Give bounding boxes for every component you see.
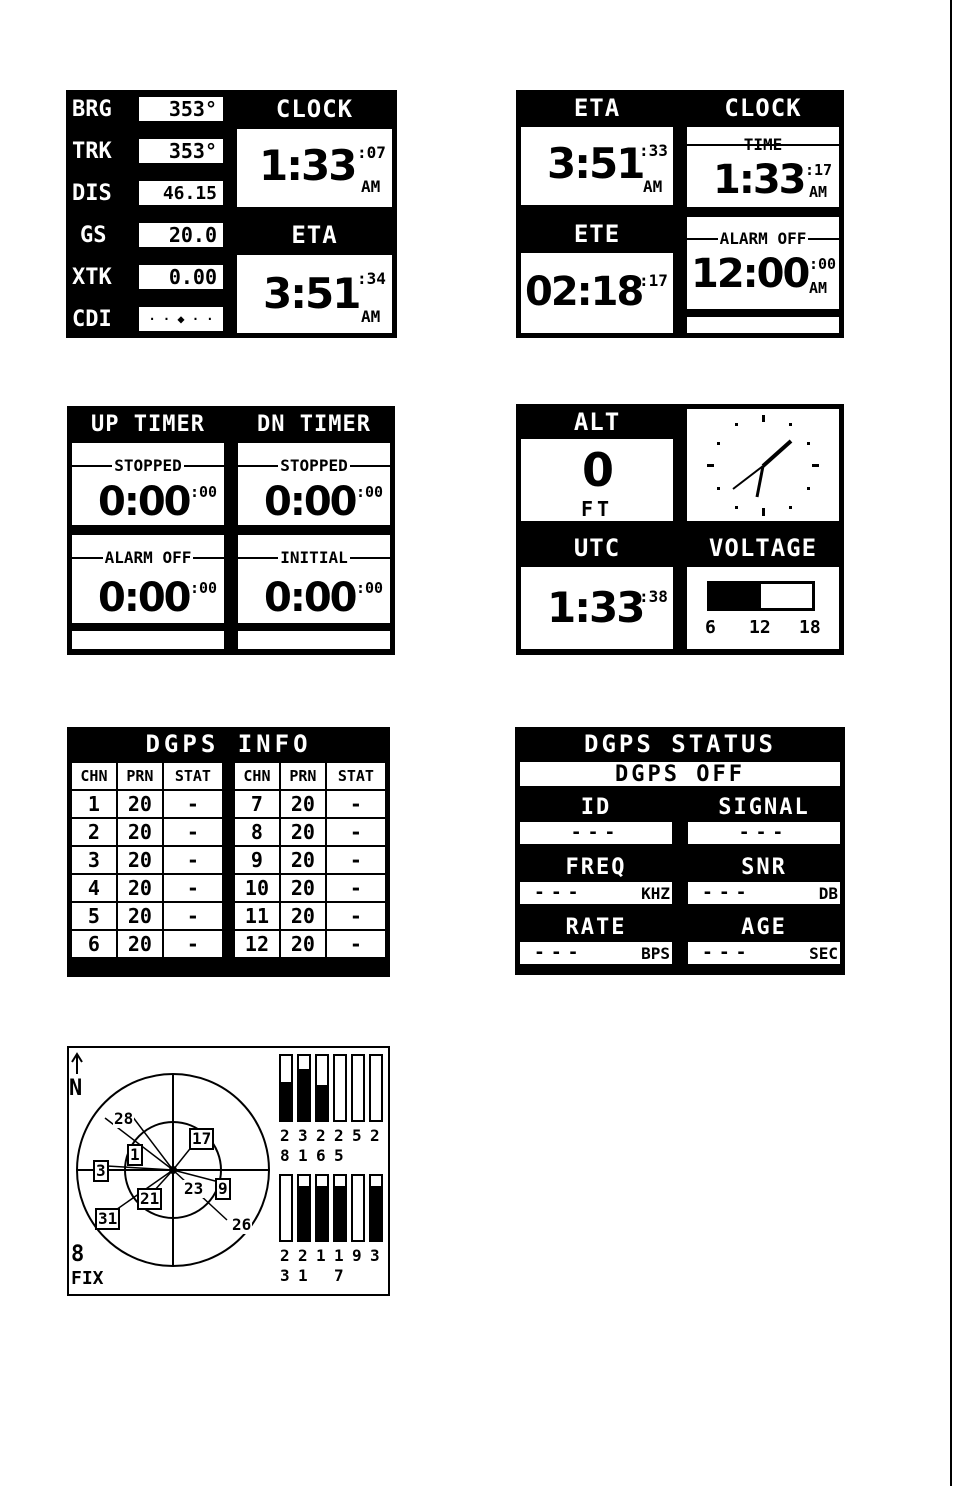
stat-cell: - (163, 818, 223, 846)
signal-bar (351, 1174, 365, 1242)
signal-value: --- (738, 822, 790, 843)
stat-cell: - (163, 902, 223, 930)
satellite-9: 9 (215, 1178, 231, 1200)
page-edge-line (950, 0, 952, 1486)
stat-cell: - (326, 846, 386, 874)
chn-cell: 8 (234, 818, 280, 846)
dn-timer-panel (235, 440, 393, 528)
prn-digit: 3 (298, 1126, 308, 1145)
stat-cell: - (163, 874, 223, 902)
snr-label: SNR (685, 853, 843, 881)
brg-label: BRG (68, 94, 136, 124)
chn-cell: 4 (71, 874, 117, 902)
stat-cell: - (326, 874, 386, 902)
prn-digit: 7 (334, 1266, 344, 1285)
alt-value: 0 (581, 443, 612, 497)
legend-line (687, 144, 839, 146)
signal-bar (279, 1174, 293, 1242)
navigation-screen (66, 90, 397, 338)
table-row (71, 846, 223, 874)
sky-view-panel (69, 1048, 275, 1294)
alt-panel (518, 436, 676, 524)
prn-digit: 1 (298, 1266, 308, 1285)
table-row (234, 874, 386, 902)
cdi-indicator: · · ◆ · · (136, 304, 226, 334)
analog-clock (687, 409, 839, 521)
stat-cell: - (326, 902, 386, 930)
table-row (234, 818, 386, 846)
chn-cell: 1 (71, 790, 117, 818)
timer-screen (67, 406, 395, 655)
ete-time: 02:18 (525, 269, 643, 315)
gs-value: 20.0 (136, 220, 226, 250)
utc-seconds: :38 (639, 587, 668, 606)
eta-panel (518, 124, 676, 208)
stat-cell: - (326, 790, 386, 818)
table-row (71, 790, 223, 818)
up-timer-status: STOPPED (114, 456, 182, 475)
prn-digit: 3 (370, 1246, 380, 1265)
xtk-value: 0.00 (136, 262, 226, 292)
signal-bar-fill (335, 1186, 345, 1240)
satellite-31: 31 (95, 1208, 120, 1230)
clock-title: CLOCK (684, 92, 842, 124)
age-value: --- (702, 942, 753, 963)
empty-row (684, 314, 842, 336)
stat-cell: - (163, 930, 223, 958)
dgps-state-value: DGPS OFF (615, 762, 745, 787)
prn-digit: 2 (280, 1126, 290, 1145)
prn-digit: 1 (298, 1146, 308, 1165)
fix-label: FIX (71, 1268, 104, 1289)
table-row (234, 790, 386, 818)
signal-bar-fill (281, 1082, 291, 1120)
header-prn: PRN (280, 762, 326, 790)
prn-cell: 20 (280, 790, 326, 818)
freq-value-box (517, 879, 675, 907)
eta-seconds: :33 (639, 141, 668, 160)
voltage-scale-12: 12 (749, 617, 771, 638)
dgps-status-title: DGPS STATUS (517, 729, 843, 759)
rate-unit: BPS (641, 944, 670, 963)
stat-cell: - (326, 930, 386, 958)
utc-panel (518, 564, 676, 652)
alarm-panel (69, 532, 227, 626)
chn-cell: 5 (71, 902, 117, 930)
sat-count: 8 (71, 1242, 85, 1267)
eta-title: ETA (234, 218, 395, 252)
alarm-legend: ALARM OFF (719, 229, 807, 248)
dgps-info-screen (67, 727, 390, 977)
chn-cell: 11 (234, 902, 280, 930)
up-timer-panel (69, 440, 227, 528)
prn-digit: 2 (298, 1246, 308, 1265)
chn-cell: 6 (71, 930, 117, 958)
prn-cell: 20 (280, 930, 326, 958)
id-label: ID (517, 793, 675, 821)
alt-title: ALT (518, 406, 676, 438)
signal-bar (297, 1174, 311, 1242)
stat-cell: - (163, 790, 223, 818)
dn-timer-seconds: :00 (356, 483, 384, 501)
satellite-3: 3 (93, 1160, 109, 1182)
north-label: N (69, 1076, 83, 1101)
prn-cell: 20 (280, 846, 326, 874)
satellite-28: 28 (114, 1109, 134, 1128)
satellite-sky-screen (67, 1046, 390, 1296)
voltage-scale-6: 6 (705, 617, 716, 638)
signal-bar-fill (371, 1186, 381, 1240)
prn-digit: 9 (352, 1246, 362, 1265)
rate-value-box (517, 939, 675, 967)
initial-seconds: :00 (356, 579, 384, 597)
clock-time: 1:33 (713, 157, 805, 203)
prn-cell: 20 (280, 874, 326, 902)
cdi-label: CDI (68, 304, 136, 334)
freq-label: FREQ (517, 853, 675, 881)
satellite-26: 26 (232, 1215, 252, 1234)
header-stat: STAT (163, 762, 223, 790)
chn-cell: 2 (71, 818, 117, 846)
id-value-box (517, 819, 675, 847)
alarm-seconds: :00 (190, 579, 218, 597)
stat-cell: - (163, 846, 223, 874)
ete-title: ETE (518, 218, 676, 250)
xtk-label: XTK (68, 262, 136, 292)
dn-timer-title: DN TIMER (235, 408, 393, 440)
prn-digit: 5 (352, 1126, 362, 1145)
freq-value: --- (534, 882, 585, 903)
signal-bar-fill (317, 1186, 327, 1240)
alarm-seconds: :00 (809, 255, 837, 273)
snr-value-box (685, 879, 843, 907)
table-row (71, 930, 223, 958)
dn-timer-time: 0:00 (264, 479, 356, 525)
empty-row (235, 628, 393, 652)
eta-time: 3:51 (263, 269, 360, 318)
trk-value: 353° (136, 136, 226, 166)
trk-label: TRK (68, 136, 136, 166)
clock-seconds: :17 (805, 161, 833, 179)
header-chn: CHN (71, 762, 117, 790)
prn-digit: 2 (334, 1126, 344, 1145)
prn-cell: 20 (117, 902, 163, 930)
dis-label: DIS (68, 178, 136, 208)
prn-digit: 2 (280, 1246, 290, 1265)
chn-cell: 10 (234, 874, 280, 902)
eta-time: 3:51 (547, 139, 644, 188)
satellite-21: 21 (137, 1188, 162, 1210)
brg-value: 353° (136, 94, 226, 124)
prn-digit: 6 (316, 1146, 326, 1165)
alarm-time: 0:00 (98, 575, 190, 621)
signal-bar (333, 1174, 347, 1242)
age-label: AGE (685, 913, 843, 941)
table-row (234, 846, 386, 874)
signal-bar-fill (299, 1069, 309, 1120)
prn-cell: 20 (117, 818, 163, 846)
up-timer-title: UP TIMER (69, 408, 227, 440)
dn-timer-status: STOPPED (280, 456, 348, 475)
table-row (71, 902, 223, 930)
age-value-box (685, 939, 843, 967)
prn-digit: 1 (334, 1246, 344, 1265)
clock-title: CLOCK (234, 92, 395, 126)
clock-seconds: :07 (357, 143, 386, 162)
clock-ampm: AM (809, 183, 828, 201)
signal-bar (333, 1054, 347, 1122)
eta-ampm: AM (643, 177, 663, 196)
clock-panel (234, 126, 395, 210)
header-chn: CHN (234, 762, 280, 790)
clock-panel (684, 124, 842, 210)
initial-time: 0:00 (264, 575, 356, 621)
signal-bar (369, 1174, 383, 1242)
initial-legend: INITIAL (280, 548, 348, 567)
table-row (71, 818, 223, 846)
dgps-info-title: DGPS INFO (69, 729, 388, 759)
prn-cell: 20 (117, 846, 163, 874)
chn-cell: 12 (234, 930, 280, 958)
alarm-ampm: AM (809, 279, 828, 297)
table-row (234, 930, 386, 958)
up-timer-seconds: :00 (190, 483, 218, 501)
snr-value: --- (702, 882, 753, 903)
signal-bar-fill (299, 1186, 309, 1240)
chn-cell: 9 (234, 846, 280, 874)
voltage-scale-18: 18 (799, 617, 821, 638)
alarm-time: 12:00 (691, 251, 809, 297)
header-stat: STAT (326, 762, 386, 790)
time-legend: TIME (743, 135, 783, 154)
alarm-panel (684, 214, 842, 312)
id-value: --- (570, 822, 622, 843)
dgps-info-table-right (233, 761, 387, 959)
analog-clock-panel (684, 406, 842, 524)
prn-cell: 20 (117, 930, 163, 958)
time-screen (516, 90, 844, 338)
satellite-23: 23 (184, 1179, 204, 1198)
ete-panel (518, 250, 676, 336)
age-unit: SEC (809, 944, 838, 963)
dgps-info-table-left (70, 761, 224, 959)
chn-cell: 7 (234, 790, 280, 818)
prn-digit: 1 (316, 1246, 326, 1265)
eta-ampm: AM (361, 307, 381, 326)
prn-digit: 5 (334, 1146, 344, 1165)
prn-digit: 2 (370, 1126, 380, 1145)
clock-ampm: AM (361, 177, 381, 196)
signal-bar (279, 1054, 293, 1122)
up-timer-time: 0:00 (98, 479, 190, 525)
eta-title: ETA (518, 92, 676, 124)
signal-bar-fill (317, 1085, 327, 1120)
stat-cell: - (326, 818, 386, 846)
alarm-legend: ALARM OFF (104, 548, 192, 567)
dis-value: 46.15 (136, 178, 226, 208)
utc-time: 1:33 (547, 583, 644, 632)
eta-panel (234, 252, 395, 336)
prn-cell: 20 (280, 902, 326, 930)
utc-title: UTC (518, 532, 676, 564)
satellite-1: 1 (127, 1144, 143, 1166)
dgps-status-screen (515, 727, 845, 975)
prn-digit: 3 (280, 1266, 290, 1285)
signal-bar (351, 1054, 365, 1122)
signal-bar (315, 1054, 329, 1122)
prn-cell: 20 (280, 818, 326, 846)
prn-cell: 20 (117, 874, 163, 902)
snr-unit: DB (818, 884, 838, 903)
voltage-gauge-fill (710, 584, 761, 608)
chn-cell: 3 (71, 846, 117, 874)
signal-bar (297, 1054, 311, 1122)
voltage-panel (684, 564, 842, 652)
voltage-title: VOLTAGE (684, 532, 842, 564)
alt-unit: FT (580, 497, 614, 521)
signal-bars-panel (275, 1048, 388, 1294)
satellite-17: 17 (189, 1128, 214, 1150)
initial-panel (235, 532, 393, 626)
header-prn: PRN (117, 762, 163, 790)
rate-value: --- (534, 942, 585, 963)
signal-label: SIGNAL (685, 793, 843, 821)
empty-row (69, 628, 227, 652)
table-row (234, 902, 386, 930)
prn-cell: 20 (117, 790, 163, 818)
gs-label: GS (68, 220, 136, 250)
table-row (71, 874, 223, 902)
signal-bar (369, 1054, 383, 1122)
prn-digit: 8 (280, 1146, 290, 1165)
voltage-gauge (707, 581, 815, 611)
dgps-state-box (517, 759, 843, 789)
ete-seconds: :17 (639, 271, 668, 290)
rate-label: RATE (517, 913, 675, 941)
prn-digit: 2 (316, 1126, 326, 1145)
alt-utc-voltage-screen (516, 404, 844, 655)
freq-unit: KHZ (641, 884, 670, 903)
signal-bar (315, 1174, 329, 1242)
clock-time: 1:33 (259, 141, 356, 190)
signal-value-box (685, 819, 843, 847)
eta-seconds: :34 (357, 269, 386, 288)
